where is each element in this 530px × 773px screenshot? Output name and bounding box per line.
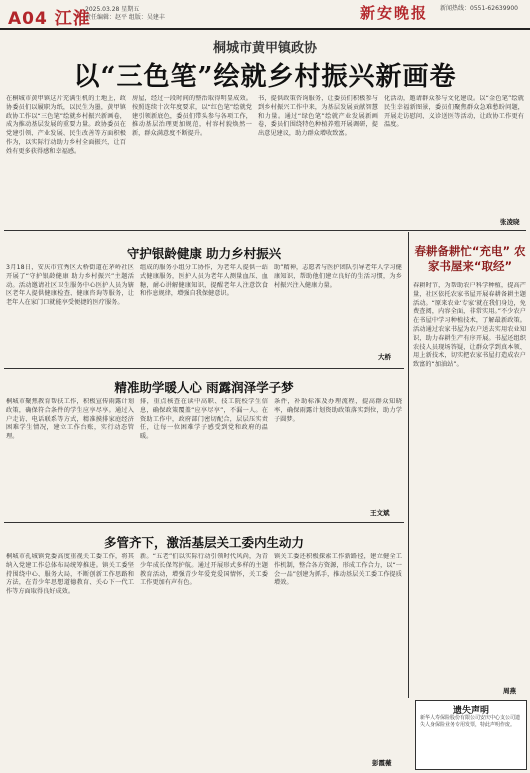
page-number: A04 江淮 (8, 9, 91, 29)
section-right-text: 春耕时节，为帮助农户科学种植，提高产量，社区依托农家书屋开展春耕备耕主题活动。“原来农业‘专家’就在我们身边，免费查阅，内容全面，非常实用。”不少农户在书屋中学习种植技术，了解最新政策。活动通过农家书屋为农户送去实用农业知识，助力春耕生产有序开展。书屋还组织农技人员现场答疑，让群众学到真本领、用上新技术，切实把农家书屋打造成农户致富的“加油站”。 (413, 282, 526, 369)
section-1-col-3: 助”精神，志愿者与医护团队引导老年人学习健康知识，帮助他们建立良好的生活习惯，为乡村振兴注入健康力量。 (274, 264, 402, 289)
top-article-author: 张凌晓 (500, 218, 520, 226)
section-3-author: 彭霞薇 (372, 759, 392, 767)
section-2-col-3: 条件，补助标准及办理流程，提高群众知晓率，确保雨露计划资助政策落实到位，助力学子圆梦。 (274, 398, 402, 423)
section-3-col-3: 镇关工委还积极探索工作新路径，建立健全工作机制，整合各方资源，形成工作合力，以“一会一品”创建为抓手，推动基层关工委工作提质增效。 (274, 553, 402, 587)
divider-top (4, 230, 526, 231)
top-article-col-4: 化活动，邀请群众参与文化建设。以“金色笔”绘就民生幸福新图景，委员们聚焦群众急难愁盼问题，开展走访慰问、义诊送医等活动，让政协工作更有温度。 (384, 95, 524, 129)
section-1-col-2: 组成的服务小组分工协作，为老年人提供一站式健康服务，医护人员为老年人测量血压、血糖，耐心讲解健康知识，提醒老年人注意饮食和作息规律，增强自我保健意识。 (140, 264, 268, 298)
divider-left-2 (4, 522, 404, 523)
notice-text: 新华人寿保险股份有限公司安庆中心支公司遗失人身保险业务专用发票，特此声明作废。 (420, 715, 521, 728)
top-article-col-1: 在桐城市黄甲镇这片充满生机的土地上，政协委员们以履职为纸，以民生为墨，黄甲镇政协工作以“三色笔”绘就乡村振兴新画卷，成为推动基层发展的重要力量。政协委员在党建引领、产业发展、民生改善等方面积极作为，以实际行动助力乡村全面振兴，让百姓有更多获得感和幸福感。 (6, 95, 126, 155)
divider-left-1 (4, 368, 404, 369)
top-article-headline: 以“三色笔”绘就乡村振兴新画卷 (73, 62, 457, 92)
section-2-author: 王文斌 (370, 509, 390, 517)
masthead-hotline: 新闻热线：0551-62639900 (440, 5, 518, 12)
section-right-author: 周燕 (503, 687, 516, 695)
page-meta (85, 6, 165, 22)
divider-vertical (408, 232, 409, 698)
top-article-col-2: 房屋，经过一段时间的整治取得明显成效。按照连续十次年度要求，以“红色笔”绘就党建引领新底色，委员们带头参与各项工作，推动基层治理更加规范，村容村貌焕然一新，群众满意度不断提升。 (132, 95, 252, 138)
section-1-author: 大桥 (378, 353, 391, 361)
page-header (0, 0, 530, 30)
notice-box (415, 700, 527, 770)
page-meta-editors: 责任编辑：赵平 组版：吴建丰 (85, 14, 165, 21)
masthead-logo: 新安晚报 (360, 4, 429, 22)
top-article-col-3: 书，提供政策咨询服务，让委员们积极参与到乡村振兴工作中来，为基层发展贡献智慧和力量。通过“绿色笔”绘就产业发展新画卷，委员们围绕特色种植养殖开展调研，提出意见建议，助力群众增收致富。 (258, 95, 378, 138)
section-3-col-1: 桐城市孔城镇党委高度重视关工委工作，将其纳入党建工作总体布局统筹推进。镇关工委坚持围绕中心、服务大局，不断创新工作思路和方法，在青少年思想道德教育、关心下一代工作等方面取得良好成效。 (6, 553, 134, 596)
section-2-col-2: 排，重点核查在读中高职、技工院校学生信息，确保政策覆盖“应享尽享”，不漏一人。在资助工作中，政府部门密切配合，层层压实责任，让每一位困难学子感受到党和政府的温暖。 (140, 398, 268, 441)
section-3-col-2: 新。“五老”们以实际行动引领时代风尚，为青少年成长保驾护航。通过开展形式多样的主题教育活动，增强青少年爱党爱国情怀，关工委工作更加有声有色。 (140, 553, 268, 587)
notice-title: 遗失声明 (452, 706, 489, 716)
section-3-title: 多管齐下，激活基层关工委内生动力 (103, 535, 304, 550)
section-right-title: 春耕备耕忙“充电” 农家书屋来“取经” (414, 244, 526, 273)
top-article-kicker: 桐城市黄甲镇政协 (212, 41, 317, 56)
section-2-col-1: 桐城市聚焦教育帮扶工作，积极宣传雨露计划政策，确保符合条件的学生应享尽享。通过入户走访、电话联系等方式，精准摸排家庭经济困难学生情况，建立工作台账，实行动态管理。 (6, 398, 134, 441)
section-1-col-1: 3月18日，安庆市宜秀区大桥街道在茅岭社区开展了“守护银龄健康 助力乡村振兴”主题活动。活动邀请社区卫生服务中心医护人员为辖区老年人提供健康检查、健康咨询等服务，让老年人在家门口就能享受便捷的医疗服务。 (6, 264, 134, 307)
page-meta-date: 2025.03.28 星期五 (85, 6, 140, 13)
section-2-title: 精准助学暖人心 雨露润泽学子梦 (114, 380, 294, 395)
section-1-title: 守护银龄健康 助力乡村振兴 (126, 246, 282, 261)
